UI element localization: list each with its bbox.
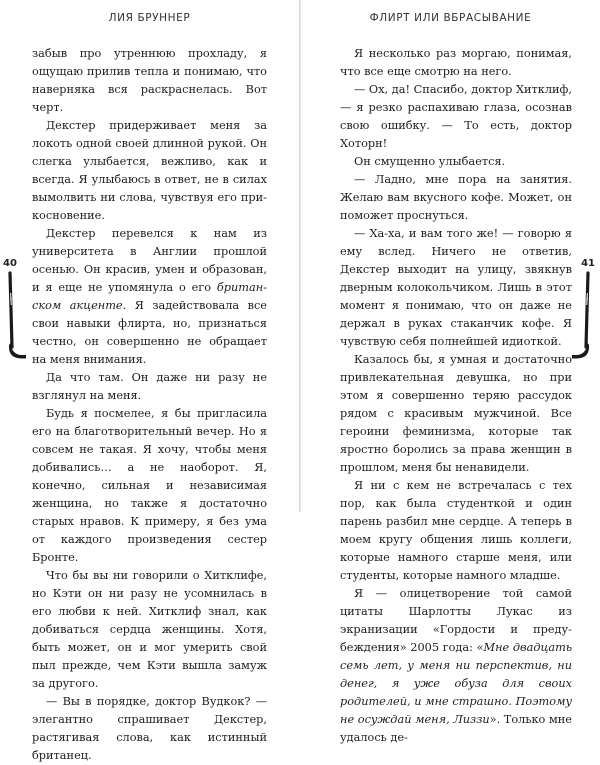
- left-page: [0, 0, 299, 762]
- paragraph: [32, 45, 267, 117]
- paragraph: [32, 369, 267, 405]
- text-run: — Ладно, мне пора на занятия. Желаю вам вкусного кофе. Может, он поможет проснуться.: [340, 173, 572, 222]
- hockey-stick-icon: [4, 271, 28, 361]
- right-page-number: 41: [581, 258, 595, 269]
- paragraph: [340, 45, 572, 81]
- text-run: . Я задействовала все свои навыки флирта, но, признаться честно, он совершенно не обращает на меня внимания.: [32, 299, 267, 366]
- italic-run: британском акценте: [32, 281, 267, 312]
- paragraph: [32, 567, 267, 693]
- italic-run: Мне двадцать семь лет, у меня ни перспектив, ни денег, я уже обуза для своих родителей, и мне страшно. Поэтому не осуждай меня, Лиззи: [340, 641, 572, 726]
- paragraph: [32, 405, 267, 567]
- text-run: — Вы в порядке, доктор Вудкок? — элегантно спрашивает Декстер, растягивая слова, как истинный британец.: [32, 695, 267, 762]
- text-run: Что бы вы ни говорили о Хитклифе, но Кэти он ни разу не усомнилась в его любви к ней. Хитклиф знал, как добиваться сердца женщины. Хотя, быть может, он и мог умерить свой пыл прежде, чем Кэти вышла замуж за другого.: [32, 569, 267, 690]
- paragraph: [340, 585, 572, 747]
- text-run: забыв про утреннюю прохладу, я ощущаю прилив тепла и понимаю, что наверняка вся раскраснелась. Вот черт.: [32, 47, 267, 114]
- text-run: Он смущенно улыбается.: [354, 155, 506, 168]
- left-running-header: ЛИЯ БРУННЕР: [108, 12, 191, 24]
- text-run: Декстер перевелся к нам из университета в Англии прошлой осенью. Он красив, умен и образован, и я еще не упомянула о его: [32, 227, 267, 294]
- text-run: Будь я посмелее, я бы пригласила его на благотворительный вечер. Но я совсем не такая. Я хочу, чтобы меня добивались… а не наоборот. Я, конечно, сильная и независимая женщина, но также я достаточно старых нравов. К примеру, я без ума от каждого произведения сестер Бронте.: [32, 407, 267, 564]
- text-run: — Ох, да! Спасибо, доктор Хитклиф, — я резко распахиваю глаза, осознав свою ошибку. — То есть, доктор Хоторн!: [340, 83, 572, 150]
- text-run: Я ни с кем не встречалась с тех пор, как была студенткой и один парень разбил мне сердце. А теперь в моем кругу общения лишь коллеги, которые намного старше меня, или студенты, которые намного младше.: [340, 479, 572, 582]
- right-page: [301, 0, 600, 744]
- text-run: Я несколько раз моргаю, понимая, что все еще смотрю на него.: [340, 47, 572, 78]
- paragraph: [340, 81, 572, 153]
- hockey-stick-icon: [570, 271, 594, 361]
- right-page-text: [340, 45, 572, 747]
- text-run: ». Только мне удалось де-: [340, 713, 572, 744]
- text-run: Да что там. Он даже ни разу не взглянул на меня.: [32, 371, 267, 402]
- left-page-text: [32, 45, 267, 765]
- text-run: — Ха-ха, и вам того же! — говорю я ему вслед. Ничего не ответив, Декстер выходит на улицу, звякнув дверным колокольчиком. Лишь в этот момент я понимаю, что он даже не держал в руках стаканчик кофе. Я чувствую себя полнейшей идиоткой.: [340, 227, 572, 348]
- paragraph: [340, 477, 572, 585]
- left-page-number: 40: [3, 258, 17, 269]
- paragraph: [32, 225, 267, 369]
- paragraph: [340, 171, 572, 225]
- paragraph: [340, 351, 572, 477]
- paragraph: [32, 693, 267, 765]
- paragraph: [340, 153, 572, 171]
- paragraph: [340, 225, 572, 351]
- paragraph: [32, 117, 267, 225]
- text-run: Казалось бы, я умная и достаточно привлекательная девушка, но при этом я совершенно теряю рассудок рядом с красивым мужчиной. Все героини феминизма, которые так яростно боролись за права женщин в прошлом, меня бы ненавидели.: [340, 353, 572, 474]
- text-run: Я — олицетворение той самой цитаты Шарлотты Лукас из экранизации «Гордости и предубеждения» 2005 года: «: [340, 587, 572, 654]
- text-run: Декстер придерживает меня за локоть одной своей длинной рукой. Он слегка улыбается, вежливо, как и всегда. Я улыбаюсь в ответ, не в силах вымолвить ни слова, чувствуя его прикосновение.: [32, 119, 267, 222]
- right-running-header: ФЛИРТ ИЛИ ВБРАСЫВАНИЕ: [369, 12, 532, 24]
